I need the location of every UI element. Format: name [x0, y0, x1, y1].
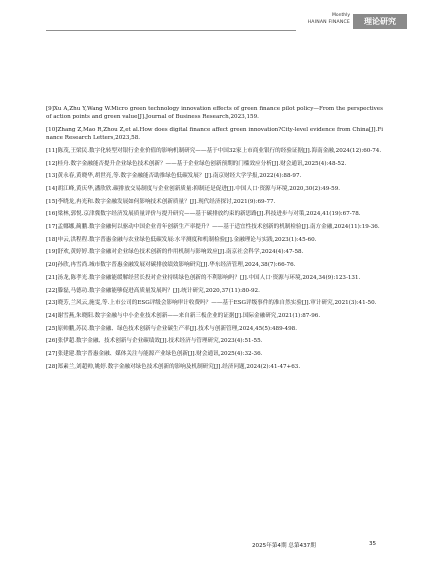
reference-item: [19]舒欢,黄婷婷.数字金融对企业绿色技术创新的作用机制与影响效应[J].南京社会科学,2024(4):47-58. — [46, 249, 304, 256]
reference-item: [20]孙欣,冉雪尚.城市数字普惠金融发展对碳排放绩效影响研究[J].华东经济管理,2024,38(7):66-76. — [46, 262, 296, 269]
reference-item: [25]原帅鹏,苏民.数字金融、绿色技术创新与企业碳生产率[J].技术与创新管理,2024,45(5):489-498. — [46, 325, 297, 332]
journal-title: HAINAN FINANCE — [307, 19, 350, 25]
journal-name-block — [300, 14, 350, 25]
reference-item: [11]陈茂,王梁民.数字化转型对银行企业价值的影响机制研究——基于中国32家上市商业银行的经验证据[J].海南金融,2024(12):60-74. — [46, 147, 382, 154]
reference-item: [26]张伊超.数字金融、技术创新与企业碳绩效[J].技术经济与管理研究,2023(4):51-55. — [46, 338, 263, 345]
reference-item: [22]滕磊,马德功.数字金融能够促进高质量发展吗？[J].统计研究,2020,37(11):80-92. — [46, 287, 260, 294]
issue-info: 2025年第4期 总第437期 — [252, 543, 316, 549]
reference-item: [9]Xu A,Zhu Y,Wang W.Micro green technology innovation effects of green finance pilot policy—From the perspectives of action points and green value[J].Journal of Business Research,2023,159. — [46, 106, 383, 121]
reference-item: [13]黄永春,黄晓华,胡世亮,等.数字金融能否助推绿色低碳发展？[J].南京财经大学学报,2022(4):88-97. — [46, 173, 302, 180]
reference-item: [23]晓芳,兰风云,施雯,等.上市公司的ESG评级会影响审计收费吗？——基于ESG评级事件的准自然实验[J].审计研究,2021(3):41-50. — [46, 300, 377, 307]
journal-frequency: Monthly — [331, 13, 350, 18]
reference-item: [15]李晓龙,冉光和.数字金融发展如何影响技术创新质量？[J].现代经济探讨,2021(9):69-77. — [46, 198, 276, 205]
reference-item: [12]桂舟.数字金融能否提升企业绿色技术创新？——基于企业绿色创新预期的门槛效应分析[J].财会通讯,2025(4):48-52. — [46, 160, 347, 167]
reference-item: [28]郑素兰,刘超帅,姚婷.数字金融对绿色技术创新的影响及机制研究[J].经济问题,2024(2):41-47+63. — [46, 363, 301, 370]
reference-item: [16]梁林,郭悦.京津冀数字经济发展质量评价与提升研究——基于碳排放约束的新思路[J].科技进步与对策,2024,41(19):67-78. — [46, 211, 361, 218]
reference-list — [46, 105, 383, 375]
reference-item: [14]胡江峰,黄庆华,潘欣欣.碳排放交易制度与企业创新质量:抑制还是促进[J].中国人口·资源与环境,2020,30(2):49-59. — [46, 186, 341, 193]
reference-item: [17]孟娜娜,蔺鹏.数字金融何以驱动中国企业青年创新生产率提升？——基于适宜性技术创新的机制检验[J].南方金融,2024(11):19-36. — [46, 224, 380, 231]
reference-item: [10]Zhang Z,Mao R,Zhou Z,et al.How does digital finance affect green innovation?City-level evidence from China[J].Finance Research Letters,2023,58. — [46, 126, 383, 142]
reference-item: [24]谢雪燕,朱晓阳.数字金融与中小企业技术创新——来自新三板企业的证据[J].国际金融研究,2021(1):87-96. — [46, 312, 321, 319]
reference-item: [18]申云,洪程程.数字普惠金融与农业绿色低碳发展:水平测度和机制检验[J].金融理论与实践,2023(1):45-60. — [46, 236, 317, 243]
header-rule — [46, 30, 296, 31]
page-number: 35 — [369, 541, 377, 547]
reference-item: [21]汤龙,陈孝光.数字金融能缓解经营长投对企业持续绿色创新的不利影响吗？[J].中国人口·资源与环境,2024,34(9):123-131. — [46, 274, 361, 281]
reference-item: [27]张建建.数字普惠金融、媒体关注与能源产业绿色创新[J].财会通讯,2025(4):32-36. — [46, 350, 263, 357]
page-footer — [252, 541, 382, 549]
column-label: 理论研究 — [353, 14, 407, 29]
